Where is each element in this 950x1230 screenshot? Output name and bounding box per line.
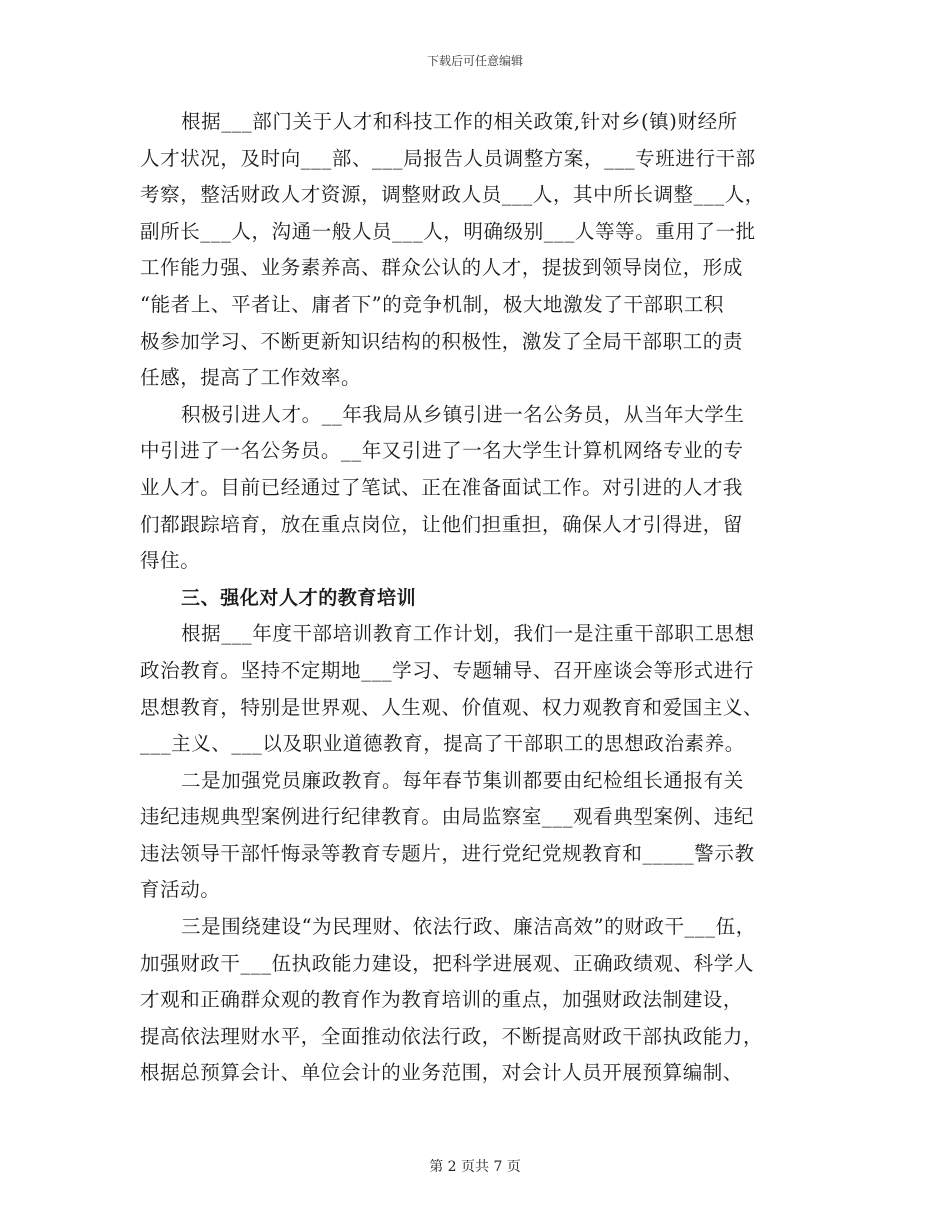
text-line: 提高依法理财水平，全面推动依法行政，不断提高财政干部执政能力，	[140, 1024, 764, 1048]
text-line: 违法领导干部忏悔录等教育专题片，进行党纪党规教育和_____警示教	[140, 841, 755, 865]
text-line: ___主义、___以及职业道德教育，提高了干部职工的思想政治素养。	[140, 732, 745, 756]
text-line: 任感，提高了工作效率。	[140, 366, 362, 390]
text-line: 副所长___人，沟通一般人员___人，明确级别___人等等。重用了一批	[140, 219, 756, 243]
text-line: 得住。	[140, 549, 201, 573]
text-line: 三是围绕建设“为民理财、依法行政、廉洁高效”的财政干___伍，	[181, 915, 756, 939]
text-line: 考察，整活财政人才资源，调整财政人员___人，其中所长调整___人，	[140, 183, 765, 207]
text-line: 积极引进人才。__年我局从乡镇引进一名公务员，从当年大学生	[181, 402, 745, 426]
text-line: 政治教育。坚持不定期地___学习、专题辅导、召开座谈会等形式进行	[140, 658, 754, 682]
text-line: 才观和正确群众观的教育作为教育培训的重点，加强财政法制建设，	[140, 988, 744, 1012]
text-line: 根据总预算会计、单位会计的业务范围，对会计人员开展预算编制、	[140, 1061, 744, 1085]
text-line: 思想教育，特别是世界观、人生观、价值观、权力观教育和爱国主义、	[140, 695, 764, 719]
text-line: 根据___年度干部培训教育工作计划，我们一是注重干部职工思想	[181, 622, 755, 646]
section-heading: 三、强化对人才的教育培训	[181, 586, 417, 609]
text-line: 中引进了一名公务员。__年又引进了一名大学生计算机网络专业的专	[140, 439, 744, 463]
page-header: 下载后可任意编辑	[426, 54, 523, 68]
text-line: 加强财政干___伍执政能力建设，把科学进展观、正确政绩观、科学人	[140, 951, 754, 975]
text-line: “能者上、平者让、庸者下”的竞争机制，极大地激发了干部职工积	[140, 292, 724, 316]
text-line: 极参加学习、不断更新知识结构的积极性，激发了全局干部职工的责	[140, 329, 744, 353]
text-line: 违纪违规典型案例进行纪律教育。由局监察室___观看典型案例、违纪	[140, 805, 754, 829]
text-line: 业人才。目前已经通过了笔试、正在准备面试工作。对引进的人才我	[140, 475, 744, 499]
text-line: 育活动。	[140, 878, 221, 902]
text-line: 工作能力强、业务素养高、群众公认的人才，提拔到领导岗位，形成	[140, 256, 744, 280]
document-body	[140, 104, 810, 1092]
text-line: 们都跟踪培育，放在重点岗位，让他们担重担，确保人才引得进，留	[140, 512, 744, 536]
page-footer: 第 2 页共 7 页	[429, 1159, 521, 1175]
text-line: 二是加强党员廉政教育。每年春节集训都要由纪检组长通报有关	[181, 768, 744, 792]
text-line: 人才状况，及时向___部、___局报告人员调整方案，___专班进行干部	[140, 146, 756, 170]
text-line: 根据___部门关于人才和科技工作的相关政策,针对乡(镇)财经所	[181, 110, 738, 133]
